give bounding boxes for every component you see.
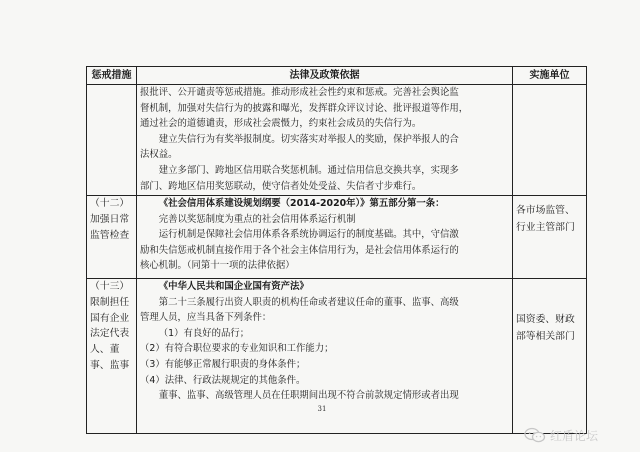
page-number: 31 bbox=[317, 405, 327, 413]
text-line: 部门、跨地区信用奖惩联动，使守信者处处受益、失信者寸步难行。 bbox=[140, 180, 422, 192]
law-title: 《中华人民共和国企业国有资产法》 bbox=[158, 281, 309, 292]
text-line: 建立失信行为有奖举报制度。切实落实对举报人的奖励，保护举报人的合 bbox=[158, 133, 459, 145]
text-line: 核心机制。（同第十一项的法律依据） bbox=[140, 260, 295, 272]
table-header-row bbox=[87, 67, 587, 85]
table-row bbox=[87, 279, 587, 434]
law-title: 《社会信用体系建设规划纲要（2014-2020年）》第五部分第一条： bbox=[158, 198, 445, 209]
credit-punishment-table bbox=[86, 66, 587, 434]
legal-basis-cell bbox=[137, 196, 513, 279]
measure-cell: （十二）加强日常监管检查 bbox=[87, 196, 137, 279]
list-item: （4）法律、行政法规规定的其他条件。 bbox=[140, 374, 306, 386]
table-row bbox=[87, 85, 587, 196]
text-line: 管理人员，应当具备下列条件： bbox=[140, 312, 272, 324]
header-measure: 惩戒措施 bbox=[87, 67, 137, 85]
measure-cell bbox=[87, 85, 137, 196]
list-item: （2）有符合职位要求的专业知识和工作能力； bbox=[140, 343, 334, 355]
unit-cell: 各市场监管、行业主管部门 bbox=[513, 196, 587, 279]
list-item: （1）有良好的品行； bbox=[158, 327, 250, 339]
text-line: 通过社会的道德谴责，形成社会震慑力，约束社会成员的失信行为。 bbox=[140, 118, 422, 130]
text-line: 运行机制是保障社会信用体系各系统协调运行的制度基础。其中，守信激 bbox=[158, 229, 459, 241]
text-line: 第二十三条履行出资人职责的机构任命或者建议任命的董事、监事、高级 bbox=[158, 296, 459, 308]
watermark bbox=[524, 425, 598, 445]
watermark-text: 红盾论坛 bbox=[550, 428, 599, 443]
text-line: 建立多部门、跨地区信用联合奖惩机制。通过信用信息交换共享，实现多 bbox=[158, 164, 459, 176]
measure-cell: （十三）限制担任国有企业法定代表人、董事、监事 bbox=[87, 279, 137, 434]
text-line: 报批评、公开谴责等惩戒措施。推动形成社会性约束和惩戒。完善社会舆论监 bbox=[140, 87, 459, 98]
text-line: 督机制，加强对失信行为的披露和曝光，发挥群众评议讨论、批评报道等作用， bbox=[140, 102, 469, 114]
legal-basis-cell bbox=[137, 85, 513, 196]
text-line: 励和失信惩戒机制直接作用于各个社会主体信用行为，是社会信用体系运行的 bbox=[140, 244, 459, 256]
text-line: 法权益。 bbox=[140, 149, 178, 161]
list-item: （3）有能够正常履行职责的身体条件； bbox=[140, 358, 306, 370]
unit-cell: 国资委、财政部等相关部门 bbox=[513, 279, 587, 434]
header-legal-basis: 法律及政策依据 bbox=[137, 67, 513, 85]
text-line: 完善以奖惩制度为重点的社会信用体系运行机制 bbox=[158, 213, 356, 225]
text-line: 董事、监事、高级管理人员在任职期间出现不符合前款规定情形或者出现 bbox=[158, 390, 459, 402]
wechat-icon bbox=[524, 427, 546, 443]
unit-cell bbox=[513, 85, 587, 196]
table-row bbox=[87, 196, 587, 279]
header-implementing-unit: 实施单位 bbox=[513, 67, 587, 85]
